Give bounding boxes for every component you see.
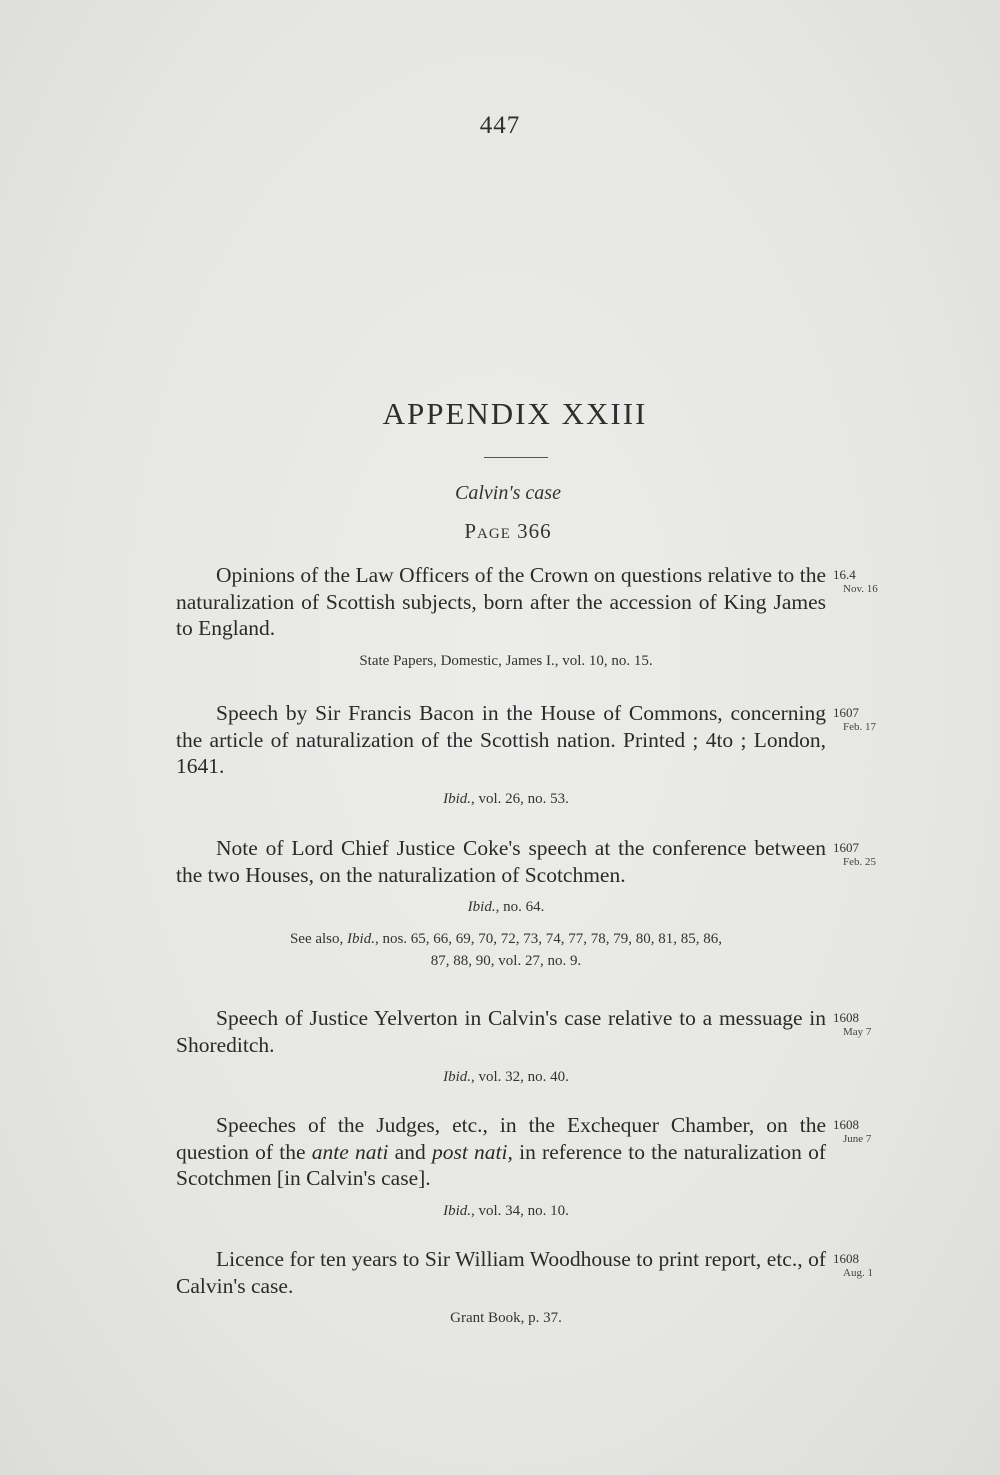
entry-5 — [176, 1112, 826, 1222]
margin-date-day: Nov. 16 — [843, 583, 878, 595]
entry-2 — [176, 700, 826, 810]
see-also-note — [176, 928, 826, 972]
ibid-italic: Ibid. — [443, 790, 471, 807]
ibid-italic: Ibid. — [443, 1202, 471, 1219]
reference-detail: , vol. 34, no. 10. — [471, 1202, 569, 1219]
see-also-numbers-line2: 87, 88, 90, vol. 27, no. 9. — [430, 953, 582, 969]
margin-date-year: 1608 — [833, 1117, 859, 1132]
margin-date-day: May 7 — [843, 1026, 872, 1038]
margin-date-year: 1607 — [833, 840, 859, 855]
entry-text-part: and — [388, 1139, 432, 1164]
entry-reference — [176, 1066, 826, 1088]
ibid-italic: Ibid. — [467, 899, 496, 915]
entry-text: Opinions of the Law Officers of the Crown on questions relative to the naturalization of Scottish subjects, born after the accession of King James to England. — [176, 563, 826, 640]
margin-date-year: 1608 — [833, 1010, 859, 1025]
entry-3 — [176, 835, 826, 972]
entry-1 — [176, 562, 826, 672]
appendix-title: APPENDIX XXIII — [382, 396, 648, 431]
entry-6 — [176, 1246, 826, 1329]
margin-date-day: June 7 — [843, 1133, 872, 1145]
entry-text-part: in reference to the naturalization of Scotchmen [in Calvin's case]. — [176, 1139, 827, 1190]
margin-date-day: Feb. 17 — [843, 721, 876, 733]
entry-text: Note of Lord Chief Justice Coke's speech at the conference between the two Houses, on the naturalization of Scotchmen. — [176, 836, 826, 887]
see-also-numbers: , nos. 65, 66, 69, 70, 72, 73, 74, 77, 78, 79, 80, 81, 85, 86, — [374, 931, 723, 947]
see-also-prefix: See also, — [289, 931, 348, 947]
margin-date-year: 16.4 — [833, 567, 856, 582]
margin-date-day: Aug. 1 — [843, 1267, 873, 1279]
entry-text-part: Speeches of the Judges, etc., in the Exchequer Chamber, on the question of the — [176, 1113, 826, 1164]
page-reference: Page 366 — [464, 519, 552, 543]
entry-reference — [176, 788, 826, 810]
margin-date-day: Feb. 25 — [843, 856, 876, 868]
reference-detail: , no. 64. — [495, 899, 545, 915]
title-rule — [484, 457, 548, 458]
page-number: 447 — [479, 112, 521, 139]
reference-detail: , vol. 26, no. 53. — [471, 790, 569, 807]
entry-text: Speech by Sir Francis Bacon in the House of Commons, concerning the article of naturalization of the Scottish nation. Printed ; 4to ; London, 1641. — [176, 701, 826, 778]
entry-reference: State Papers, Domestic, James I., vol. 10, no. 15. — [359, 652, 653, 669]
entry-4 — [176, 1005, 826, 1088]
margin-date-year: 1607 — [833, 705, 859, 720]
entry-reference — [176, 1200, 826, 1222]
ibid-italic: Ibid. — [443, 1069, 471, 1085]
entry-text — [176, 1112, 826, 1192]
entry-reference — [176, 896, 826, 918]
reference-detail: , vol. 32, no. 40. — [471, 1069, 569, 1085]
entry-text: Speech of Justice Yelverton in Calvin's case relative to a messuage in Shoreditch. — [176, 1006, 826, 1057]
entry-text-italic: post nati, — [431, 1139, 513, 1164]
entry-reference: Grant Book, p. 37. — [450, 1310, 562, 1326]
margin-date-year: 1608 — [833, 1251, 859, 1266]
entry-text-italic: ante nati — [311, 1139, 389, 1164]
ibid-italic: Ibid. — [347, 931, 375, 947]
entry-text: Licence for ten years to Sir William Woodhouse to print report, etc., of Calvin's case. — [176, 1247, 826, 1298]
subtitle: Calvin's case — [455, 482, 561, 504]
